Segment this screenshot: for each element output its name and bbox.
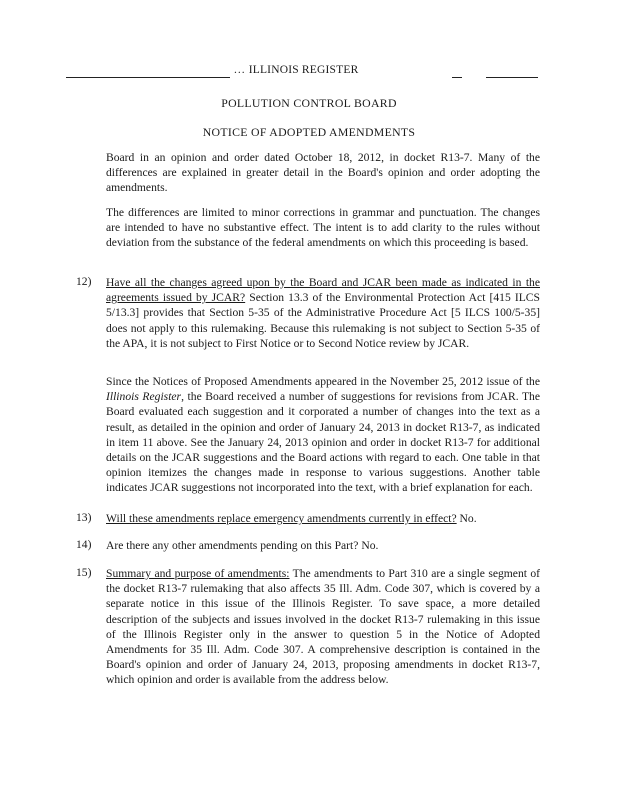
notice-title: NOTICE OF ADOPTED AMENDMENTS (202, 125, 416, 139)
item-12-paragraph (106, 275, 540, 351)
item-15-answer: The amendments to Part 310 are a single segment of the docket R13-7 rulemaking that also affects 35 Ill. Adm. Code 307, which is covered by a separate notice in this issue of the Illinois Register. To save space, a more detailed description of the subjects and issues involved in the docket R13-7 rulemaking in this issue of the Illinois Register only in the answer to question 5 in the Notice of Adopted Amendments for 35 Ill. Adm. Code 307. A comprehensive description is contained in the Board's opinion and order of January 24, 2013, proposing amendments in docket R13-7, which opinion and order is available from the address below. (106, 567, 540, 687)
item-15-paragraph (106, 566, 540, 688)
item-12-answer: Section 13.3 of the Environmental Protection Act [415 ILCS 5/13.3] provides that Section 5-35 of the Administrative Procedure Act [5 ILCS 100/5-35] does not apply to this rulemaking. Because this rulemaking is not subject to Section 5-35 of the APA, it is not subject to First Notice or to Second Notice review by JCAR. (106, 291, 540, 350)
item-15-question: Summary and purpose of amendments: (106, 567, 290, 580)
item-12-question: Have all the changes agreed upon by the Board and JCAR been made as indicated in the agreements issued by JCAR? (106, 276, 540, 305)
item-number: 14) (76, 538, 92, 551)
item-14-paragraph (106, 538, 540, 553)
register-title: ... ILLINOIS REGISTER (234, 64, 359, 76)
header-rule-left (66, 77, 230, 78)
item-13-question: Will these amendments replace emergency amendments currently in effect? (106, 512, 457, 525)
item-number: 13) (76, 511, 92, 524)
register-name-italic: Illinois Register (106, 390, 182, 404)
item-number: 12) (76, 275, 92, 288)
item-number: 15) (76, 566, 92, 579)
item-14-question: Are there any other amendments pending on this Part? (106, 539, 359, 552)
item-13-paragraph (106, 511, 540, 526)
item-12-followup: Since the Notices of Proposed Amendments appeared in the November 25, 2012 issue of the Illinois Register, the Board received a number of suggestions for revisions from JCAR. The Board evaluated each suggestion and it corporated a number of changes into the text as a result, as detailed in the opinion and order of January 24, 2013 in docket R13-7, as indicated in item 11 above. See the January 24, 2013 opinion and order in docket R13-7 for additional details on the JCAR suggestions and the Board actions with regard to each. One table in that opinion itemizes the changes made in response to various suggestions. Another table indicates JCAR suggestions not incorporated into the text, with a brief explanation for each. (106, 375, 541, 495)
intro-paragraph-2: The differences are limited to minor corrections in grammar and punctuation. The changes are intended to have no substantive effect. The intent is to add clarity to the rules without deviation from the substance of the federal amendments on which this proceeding is based. (106, 206, 540, 250)
header-rule-mid (452, 77, 462, 78)
intro-paragraph-1: Board in an opinion and order dated October 18, 2012, in docket R13-7. Many of the differences are explained in greater detail in the Board's opinion and order adopting the amendments. (106, 151, 540, 195)
item-14-answer: No. (358, 539, 379, 552)
item-13-answer: No. (456, 512, 477, 525)
header-rule-right (486, 77, 538, 78)
board-title: POLLUTION CONTROL BOARD (221, 96, 397, 110)
